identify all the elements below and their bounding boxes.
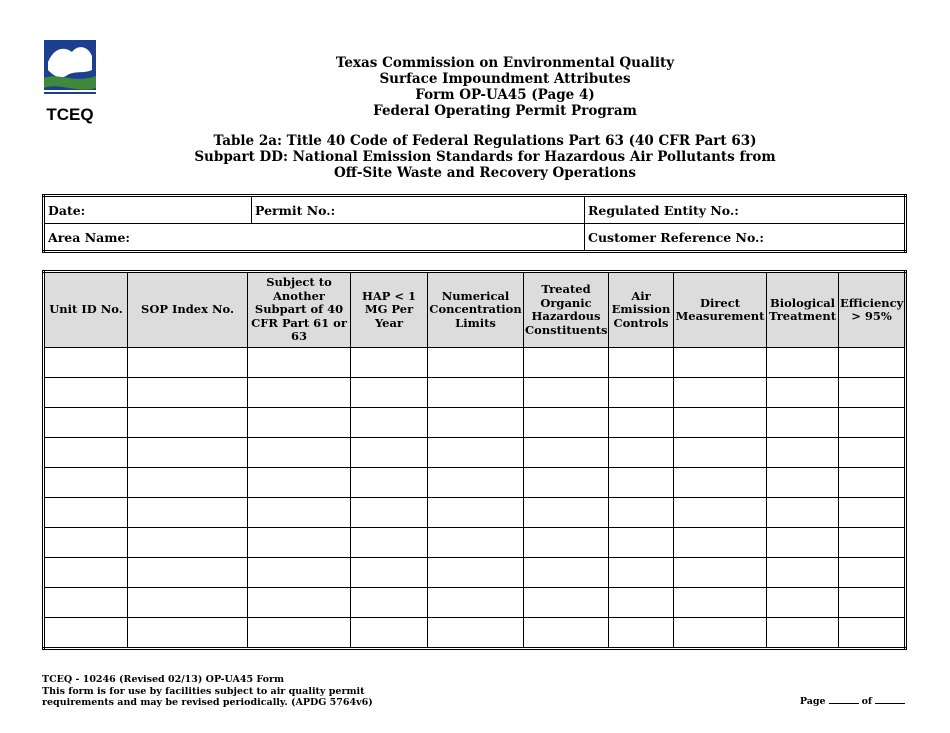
table-cell[interactable] <box>428 498 524 528</box>
table-cell[interactable] <box>524 408 609 438</box>
table-cell[interactable] <box>44 438 128 468</box>
table-cell[interactable] <box>609 558 674 588</box>
regulated-entity-field[interactable] <box>585 196 906 224</box>
table-cell[interactable] <box>674 348 767 378</box>
customer-reference-label: Customer Reference No.: <box>588 229 765 245</box>
table-cell[interactable] <box>674 558 767 588</box>
table-cell[interactable] <box>128 588 248 618</box>
table-cell[interactable] <box>674 438 767 468</box>
col-numerical-limits: Numerical Concentration Limits <box>428 272 524 348</box>
impoundment-attributes-table <box>42 270 907 650</box>
table-cell[interactable] <box>248 498 351 528</box>
table-cell[interactable] <box>44 528 128 558</box>
table-cell[interactable] <box>609 378 674 408</box>
table-cell[interactable] <box>674 588 767 618</box>
date-label: Date: <box>48 202 86 218</box>
table-cell[interactable] <box>351 408 428 438</box>
table-cell[interactable] <box>767 528 839 558</box>
footer-note-2: requirements and may be revised periodically. (APDG 5764v6) <box>42 697 373 708</box>
table-cell[interactable] <box>128 528 248 558</box>
table-cell[interactable] <box>128 438 248 468</box>
table-cell[interactable] <box>428 348 524 378</box>
table-cell[interactable] <box>128 558 248 588</box>
table-cell[interactable] <box>428 588 524 618</box>
page-number <box>800 696 908 707</box>
table-row <box>44 558 906 588</box>
table-cell[interactable] <box>674 618 767 649</box>
table-cell[interactable] <box>524 588 609 618</box>
agency-name: Texas Commission on Environmental Quality <box>335 55 675 71</box>
table-cell[interactable] <box>524 498 609 528</box>
table-cell[interactable] <box>609 588 674 618</box>
form-header <box>170 55 840 119</box>
table-cell[interactable] <box>128 468 248 498</box>
table-cell[interactable] <box>428 468 524 498</box>
col-efficiency: Efficiency > 95% <box>839 272 906 348</box>
table-cell[interactable] <box>44 588 128 618</box>
table-cell[interactable] <box>351 558 428 588</box>
table-cell[interactable] <box>248 348 351 378</box>
table-cell[interactable] <box>839 348 906 378</box>
col-sop-index: SOP Index No. <box>128 272 248 348</box>
table-cell[interactable] <box>248 618 351 649</box>
table-cell[interactable] <box>351 468 428 498</box>
table-row <box>44 438 906 468</box>
table-cell[interactable] <box>674 378 767 408</box>
table-cell[interactable] <box>351 618 428 649</box>
table-cell[interactable] <box>524 378 609 408</box>
table-cell[interactable] <box>351 588 428 618</box>
customer-reference-field[interactable] <box>585 224 906 252</box>
form-footer <box>42 674 373 709</box>
table-cell[interactable] <box>128 408 248 438</box>
table-title-line-2: Subpart DD: National Emission Standards for Hazardous Air Pollutants from <box>194 149 776 165</box>
table-header-row <box>44 272 906 348</box>
table-cell[interactable] <box>128 348 248 378</box>
table-cell[interactable] <box>248 558 351 588</box>
col-subject-to-subpart: Subject to Another Subpart of 40 CFR Part 61 or 63 <box>248 272 351 348</box>
table-cell[interactable] <box>524 528 609 558</box>
table-cell[interactable] <box>609 468 674 498</box>
table-cell[interactable] <box>524 438 609 468</box>
table-cell[interactable] <box>524 348 609 378</box>
table-cell[interactable] <box>839 588 906 618</box>
col-unit-id: Unit ID No. <box>44 272 128 348</box>
page-total-field[interactable] <box>875 703 905 704</box>
table-cell[interactable] <box>44 348 128 378</box>
table-cell[interactable] <box>351 498 428 528</box>
table-cell[interactable] <box>609 618 674 649</box>
table-row <box>44 378 906 408</box>
table-cell[interactable] <box>524 618 609 649</box>
table-cell[interactable] <box>428 528 524 558</box>
table-cell[interactable] <box>839 438 906 468</box>
table-cell[interactable] <box>248 528 351 558</box>
date-field[interactable] <box>44 196 252 224</box>
footer-note-1: This form is for use by facilities subject to air quality permit <box>42 685 365 697</box>
table-cell[interactable] <box>839 558 906 588</box>
tceq-logo <box>44 40 96 124</box>
col-direct-measurement: Direct Measurement <box>674 272 767 348</box>
permit-number-field[interactable] <box>252 196 585 224</box>
table-cell[interactable] <box>767 378 839 408</box>
table-cell[interactable] <box>44 408 128 438</box>
area-name-field[interactable] <box>44 224 585 252</box>
table-cell[interactable] <box>44 378 128 408</box>
table-cell[interactable] <box>609 438 674 468</box>
page-current-field[interactable] <box>829 703 859 704</box>
table-row <box>44 588 906 618</box>
table-cell[interactable] <box>767 498 839 528</box>
table-cell[interactable] <box>674 498 767 528</box>
table-cell[interactable] <box>248 378 351 408</box>
table-cell[interactable] <box>767 438 839 468</box>
table-cell[interactable] <box>128 618 248 649</box>
form-title: Surface Impoundment Attributes <box>379 71 631 87</box>
table-cell[interactable] <box>428 618 524 649</box>
table-cell[interactable] <box>767 558 839 588</box>
page-label: Page <box>799 696 826 707</box>
table-cell[interactable] <box>248 408 351 438</box>
regulated-entity-label: Regulated Entity No.: <box>588 202 739 218</box>
table-cell[interactable] <box>674 408 767 438</box>
table-cell[interactable] <box>351 528 428 558</box>
col-treated-organic: Treated Organic Hazardous Constituents <box>524 272 609 348</box>
table-cell[interactable] <box>128 378 248 408</box>
table-cell[interactable] <box>428 408 524 438</box>
table-row <box>44 348 906 378</box>
table-cell[interactable] <box>839 468 906 498</box>
table-cell[interactable] <box>44 468 128 498</box>
table-cell[interactable] <box>44 618 128 649</box>
table-cell[interactable] <box>248 438 351 468</box>
table-row <box>44 618 906 649</box>
form-id: TCEQ - 10246 (Revised 02/13) OP-UA45 Form <box>42 674 285 685</box>
table-cell[interactable] <box>767 408 839 438</box>
table-cell[interactable] <box>524 468 609 498</box>
col-hap: HAP < 1 MG Per Year <box>351 272 428 348</box>
table-cell[interactable] <box>248 588 351 618</box>
table-cell[interactable] <box>839 408 906 438</box>
table-row <box>44 528 906 558</box>
table-cell[interactable] <box>609 408 674 438</box>
table-title-line-1: Table 2a: Title 40 Code of Federal Regulations Part 63 (40 CFR Part 63) <box>213 133 757 149</box>
table-cell[interactable] <box>128 498 248 528</box>
table-cell[interactable] <box>609 528 674 558</box>
permit-number-label: Permit No.: <box>255 202 336 218</box>
logo-text: TCEQ <box>46 105 94 124</box>
col-air-emission-controls: Air Emission Controls <box>609 272 674 348</box>
table-cell[interactable] <box>839 528 906 558</box>
table-cell[interactable] <box>351 378 428 408</box>
of-label: of <box>861 696 872 707</box>
table-cell[interactable] <box>839 498 906 528</box>
permit-info-table <box>42 194 907 253</box>
table-title <box>120 133 850 181</box>
table-row <box>44 408 906 438</box>
col-biological-treatment: Biological Treatment <box>767 272 839 348</box>
table-cell[interactable] <box>674 468 767 498</box>
table-cell[interactable] <box>767 588 839 618</box>
table-cell[interactable] <box>839 378 906 408</box>
table-cell[interactable] <box>44 558 128 588</box>
table-cell[interactable] <box>609 498 674 528</box>
area-name-label: Area Name: <box>48 229 131 245</box>
program-name: Federal Operating Permit Program <box>373 103 637 119</box>
table-cell[interactable] <box>248 468 351 498</box>
table-row <box>44 498 906 528</box>
table-cell[interactable] <box>428 558 524 588</box>
table-cell[interactable] <box>351 348 428 378</box>
form-number: Form OP-UA45 (Page 4) <box>415 87 595 103</box>
table-cell[interactable] <box>44 498 128 528</box>
table-row <box>44 468 906 498</box>
table-cell[interactable] <box>767 468 839 498</box>
table-cell[interactable] <box>428 378 524 408</box>
table-cell[interactable] <box>767 348 839 378</box>
table-title-line-3: Off-Site Waste and Recovery Operations <box>334 165 636 181</box>
table-cell[interactable] <box>351 438 428 468</box>
table-cell[interactable] <box>839 618 906 649</box>
table-cell[interactable] <box>609 348 674 378</box>
table-cell[interactable] <box>428 438 524 468</box>
table-cell[interactable] <box>767 618 839 649</box>
table-cell[interactable] <box>524 558 609 588</box>
table-cell[interactable] <box>674 528 767 558</box>
